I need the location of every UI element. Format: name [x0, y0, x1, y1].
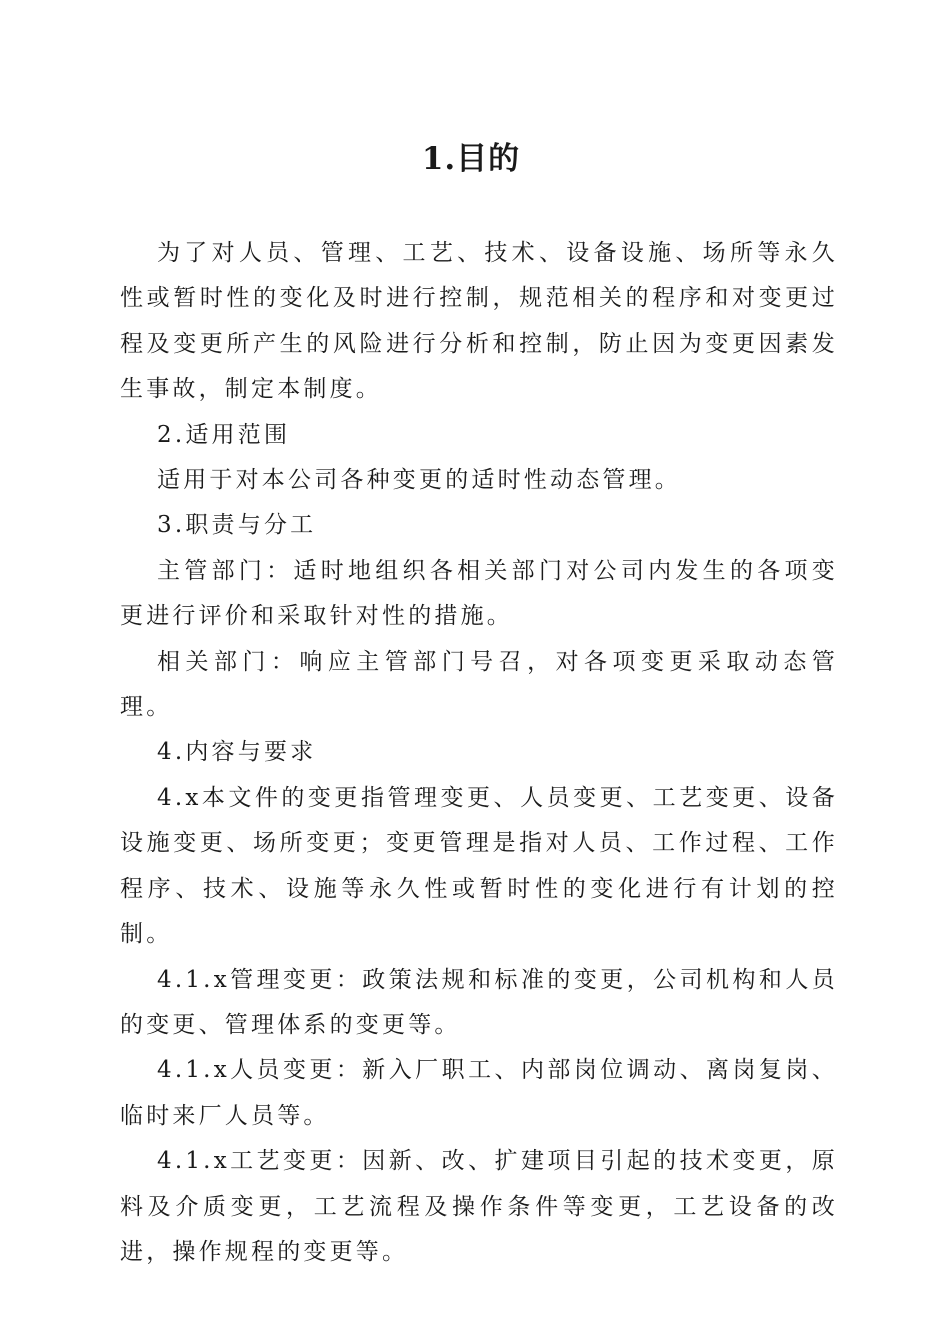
document-title: 1.目的 [421, 141, 521, 177]
paragraph-process-change: 4.1.x工艺变更：因新、改、扩建项目引起的技术变更，原料及介质变更，工艺流程及操作条件等变更，工艺设备的改进，操作规程的变更等。 [120, 1148, 838, 1265]
paragraph-purpose: 为了对人员、管理、工艺、技术、设备设施、场所等永久性或暂时性的变化及时进行控制，规范相关的程序和对变更过程及变更所产生的风险进行分析和控制，防止因为变更因素发生事故，制定本制度。 [120, 240, 838, 403]
heading-responsibilities: 3.职责与分工 [157, 512, 317, 539]
heading-content-requirements: 4.内容与要求 [157, 739, 317, 766]
paragraph-related-departments: 相关部门：响应主管部门号召，对各项变更采取动态管理。 [120, 648, 838, 721]
heading-scope: 2.适用范围 [157, 421, 291, 448]
document-body [120, 231, 838, 1275]
paragraph-management-change: 4.1.x管理变更：政策法规和标准的变更，公司机构和人员的变更、管理体系的变更等。 [120, 966, 838, 1038]
paragraph-scope: 适用于对本公司各种变更的适时性动态管理。 [157, 467, 681, 494]
paragraph-change-definition: 4.x本文件的变更指管理变更、人员变更、工艺变更、设备设施变更、场所变更；变更管理是指对人员、工作过程、工作程序、技术、设施等永久性或暂时性的变化进行有计划的控制。 [120, 784, 838, 948]
paragraph-personnel-change: 4.1.x人员变更：新入厂职工、内部岗位调动、离岗复岗、临时来厂人员等。 [120, 1057, 838, 1129]
paragraph-lead-department: 主管部门：适时地组织各相关部门对公司内发生的各项变更进行评价和采取针对性的措施。 [120, 557, 838, 630]
